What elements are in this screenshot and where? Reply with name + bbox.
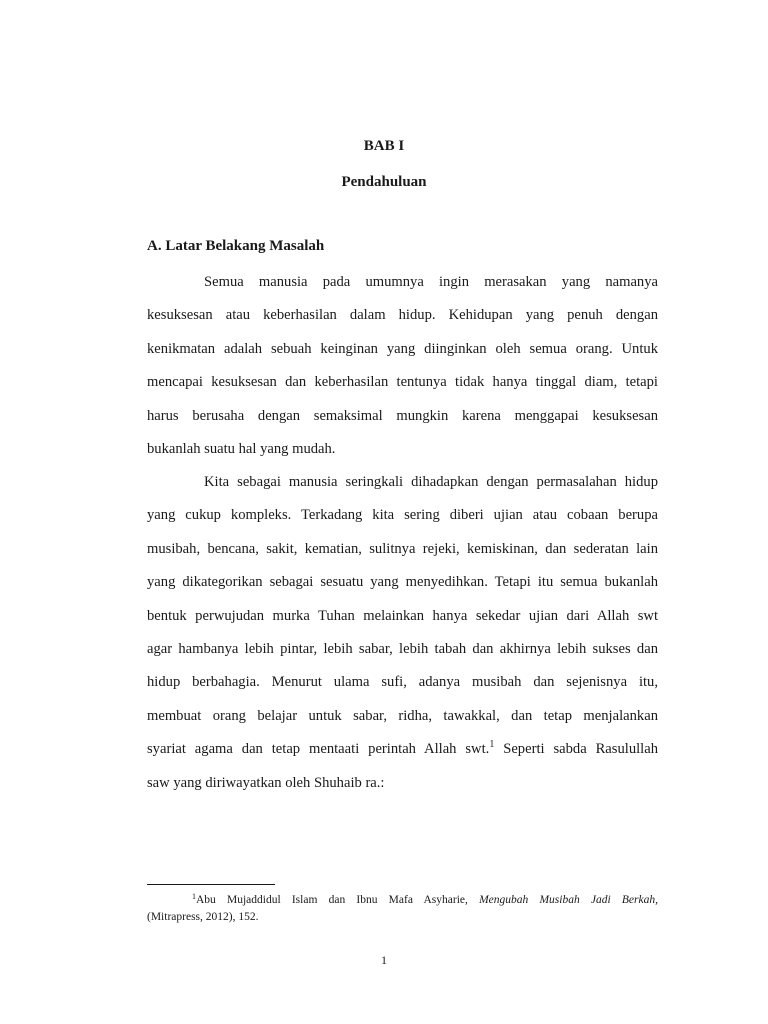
- paragraph-line: bentuk perwujudan murka Tuhan melainkan hanya sekedar ujian dari Allah swt: [147, 607, 658, 624]
- footnote-separator: [147, 884, 275, 885]
- footnote-reference[interactable]: 1: [489, 739, 495, 751]
- paragraph-line: Semua manusia pada umumnya ingin merasakan yang namanya: [204, 274, 658, 290]
- paragraph-line: agar hambanya lebih pintar, lebih sabar, lebih tabah dan akhirnya lebih sukses dan: [147, 641, 658, 658]
- chapter-title: BAB I: [363, 138, 405, 154]
- paragraph-2: [147, 466, 658, 800]
- paragraph-line: kesuksesan atau keberhasilan dalam hidup. Kehidupan yang penuh dengan: [147, 307, 658, 324]
- paragraph-text: Seperti sabda Rasulullah: [494, 741, 658, 758]
- paragraph-line: Kita sebagai manusia seringkali dihadapkan dengan permasalahan hidup: [204, 474, 658, 490]
- footnote-publisher: (Mitrapress, 2012), 152.: [147, 911, 259, 923]
- paragraph-line-with-footnote: [147, 733, 658, 766]
- paragraph-line: musibah, bencana, sakit, kematian, sulitnya rejeki, kemiskinan, dan sederatan lain: [147, 540, 658, 557]
- footnote-line: [147, 892, 658, 909]
- paragraph-line: mencapai kesuksesan dan keberhasilan tentunya tidak hanya tinggal diam, tetapi: [147, 374, 658, 391]
- paragraph-line: yang dikategorikan sebagai sesuatu yang menyedihkan. Tetapi itu semua bukanlah: [147, 574, 658, 591]
- paragraph-line: saw yang diriwayatkan oleh Shuhaib ra.:: [147, 774, 385, 791]
- paragraph-line: membuat orang belajar untuk sabar, ridha, tawakkal, dan tetap menjalankan: [147, 707, 658, 724]
- paragraph-line: harus berusaha dengan semaksimal mungkin karena menggapai kesuksesan: [147, 407, 658, 424]
- section-heading: A. Latar Belakang Masalah: [147, 238, 325, 254]
- paragraph-line: hidup berbahagia. Menurut ulama sufi, adanya musibah dan sejenisnya itu,: [147, 674, 658, 691]
- paragraph-1: [147, 266, 658, 466]
- footnote: [147, 892, 658, 926]
- footnote-book-title: Mengubah Musibah Jadi Berkah,: [479, 894, 658, 906]
- paragraph-line: kenikmatan adalah sebuah keinginan yang diinginkan oleh semua orang. Untuk: [147, 340, 658, 357]
- footnote-author: Abu Mujaddidul Islam dan Ibnu Mafa Asyharie,: [196, 894, 480, 906]
- chapter-subtitle: Pendahuluan: [341, 174, 427, 190]
- page-number: 1: [381, 953, 387, 967]
- paragraph-line: bukanlah suatu hal yang mudah.: [147, 441, 336, 458]
- paragraph-line: yang cukup kompleks. Terkadang kita sering diberi ujian atau cobaan berupa: [147, 507, 658, 524]
- paragraph-text: syariat agama dan tetap mentaati perintah Allah swt.: [147, 741, 490, 758]
- footnote-marker: 1: [192, 892, 196, 901]
